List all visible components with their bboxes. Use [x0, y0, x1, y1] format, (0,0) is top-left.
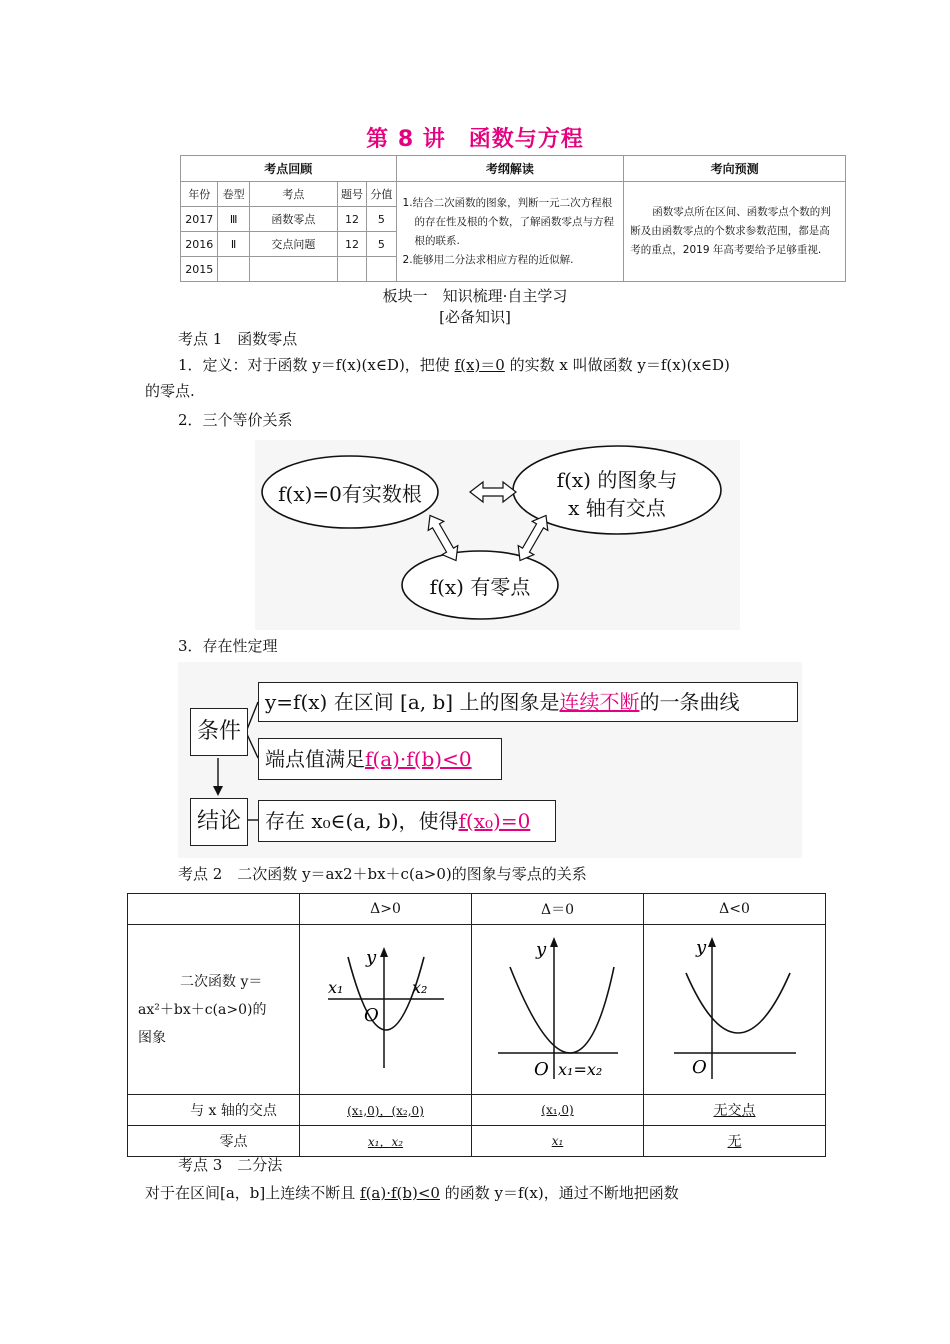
intersection-delta-zero: (x₁,0): [472, 1095, 644, 1126]
condition-2: 端点值满足f(a)·f(b)<0: [258, 738, 502, 780]
kp3-blank: f(a)·f(b)<0: [360, 1184, 440, 1202]
subheader-paper: 卷型: [218, 182, 249, 207]
table-row: 2015: [181, 257, 846, 282]
def-blank: f(x)＝0: [454, 356, 505, 374]
page-title: 第 8 讲 函数与方程: [366, 127, 584, 152]
col-delta-zero: Δ＝0: [472, 894, 644, 925]
cond2-blank: f(a)·f(b)<0: [365, 747, 472, 771]
equivalence-diagram: [255, 440, 740, 630]
row-intersection-label: 与 x 轴的交点: [128, 1095, 300, 1126]
axis-y-label: y: [695, 936, 706, 958]
parabola-two-roots-graph: [326, 943, 446, 1073]
subheader-year: 年份: [181, 182, 218, 207]
subheader-topic: 考点: [249, 182, 337, 207]
zeros-delta-zero: x₁: [472, 1126, 644, 1157]
subheader-score: 分值: [367, 182, 396, 207]
kp1-definition-cont: 的零点.: [145, 382, 195, 400]
header-review: 考点回顾: [181, 156, 397, 182]
conclusion-label: 结论: [190, 798, 248, 846]
col-delta-pos: Δ>0: [300, 894, 472, 925]
kp2-heading: 考点 2 二次函数 y＝ax2＋bx＋c(a>0)的图象与零点的关系: [178, 865, 587, 883]
graph-delta-pos: [300, 925, 472, 1095]
conclusion: 存在 x₀∈(a, b)，使得f(x₀)=0: [258, 800, 556, 842]
row-zeros-label: 零点: [128, 1126, 300, 1157]
condition-label: 条件: [190, 708, 248, 756]
parabola-one-root-graph: [496, 933, 620, 1083]
axis-y-label: y: [365, 946, 376, 968]
exam-overview-table: [180, 155, 846, 282]
col-delta-neg: Δ<0: [644, 894, 826, 925]
eq-left-label: f(x)=0有实数根: [278, 482, 422, 506]
zeros-delta-pos: x₁，x₂: [300, 1126, 472, 1157]
kp3-heading: 考点 3 二分法: [178, 1156, 283, 1174]
kp1-item3: 3．存在性定理: [178, 637, 278, 655]
cond1-blank: 连续不断: [559, 690, 640, 714]
eq-bottom-label: f(x) 有零点: [429, 575, 531, 599]
parabola-no-root-graph: [672, 933, 798, 1083]
subheader-number: 题号: [337, 182, 366, 207]
kp1-item2: 2．三个等价关系: [178, 411, 293, 429]
origin-label: O: [691, 1056, 707, 1078]
x1-eq-x2-label: x₁=x₂: [557, 1059, 602, 1079]
existence-theorem-diagram: [178, 662, 802, 858]
intersection-delta-pos: (x₁,0)，(x₂,0): [300, 1095, 472, 1126]
eq-right-label-2: x 轴有交点: [568, 496, 666, 520]
eq-right-label-1: f(x) 的图象与: [556, 468, 678, 492]
kp3-text: 对于在区间[a，b]上连续不断且 f(a)·f(b)<0 的函数 y＝f(x)，通过不断地把函数: [145, 1184, 679, 1202]
kp1-heading: 考点 1 函数零点: [178, 330, 298, 348]
row-graph-label: 二次函数 y＝ ax²＋bx＋c(a>0)的 图象: [128, 925, 300, 1095]
syllabus-text: 1.结合二次函数的图象，判断一元二次方程根的存在性及根的个数，了解函数零点与方程根的联系. 2.能够用二分法求相应方程的近似解.: [396, 182, 624, 282]
axis-y-label: y: [535, 938, 546, 960]
graph-delta-zero: [472, 925, 644, 1095]
section-heading: 板块一 知识梳理·自主学习: [382, 287, 568, 305]
forecast-text: 函数零点所在区间、函数零点个数的判断及由函数零点的个数求参数范围，都是高考的重点，2019 年高考要给予足够重视.: [624, 182, 846, 282]
origin-label: O: [363, 1004, 379, 1026]
subsection-heading: [必备知识]: [439, 308, 511, 326]
quadratic-table: [127, 893, 826, 1157]
table-row: 2017 Ⅲ 函数零点 12 5: [181, 207, 846, 232]
x1-label: x₁: [327, 977, 343, 997]
intersection-delta-neg: 无交点: [644, 1095, 826, 1126]
x2-label: x₂: [411, 977, 427, 997]
table-row: 2016 Ⅱ 交点问题 12 5: [181, 232, 846, 257]
header-forecast: 考向预测: [624, 156, 846, 182]
kp1-definition: 1．定义：对于函数 y＝f(x)(x∈D)，把使 f(x)＝0 的实数 x 叫做函数 y＝f(x)(x∈D): [178, 356, 730, 374]
header-syllabus: 考纲解读: [396, 156, 624, 182]
origin-label: O: [533, 1058, 549, 1080]
concl-blank: f(x₀)=0: [458, 809, 531, 833]
graph-delta-neg: [644, 925, 826, 1095]
zeros-delta-neg: 无: [644, 1126, 826, 1157]
condition-1: y=f(x) 在区间 [a, b] 上的图象是连续不断的一条曲线: [258, 682, 798, 722]
